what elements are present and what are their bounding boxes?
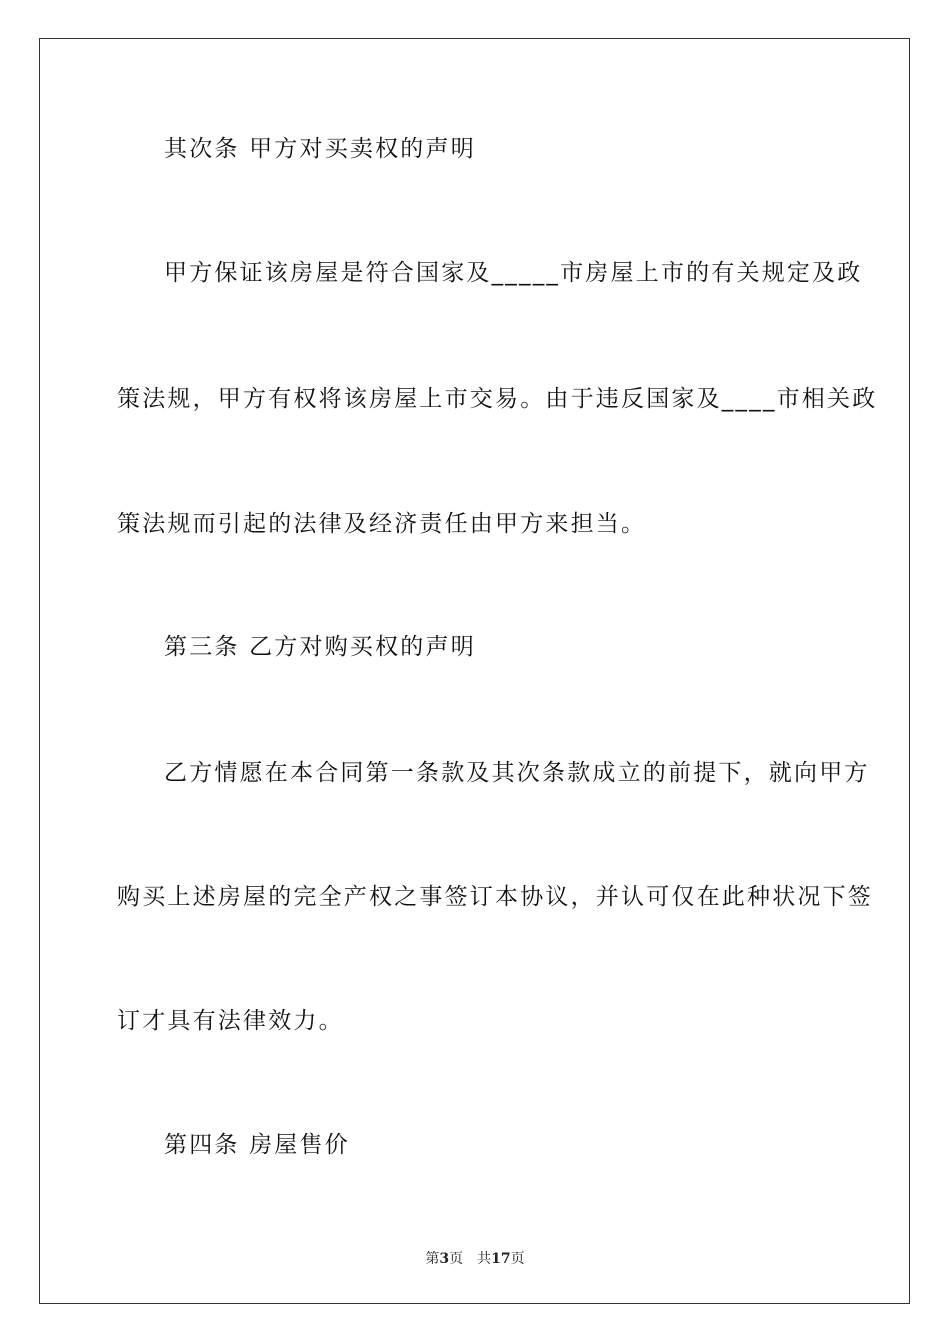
paragraph-line: 订才具有法律效力。 <box>117 1008 344 1034</box>
paragraph-line: 策法规，甲方有权将该房屋上市交易。由于违反国家及____市相关政 <box>117 386 878 412</box>
paragraph-line: 乙方情愿在本合同第一条款及其次条款成立的前提下，就向甲方 <box>164 760 870 786</box>
page-prefix: 第 <box>425 1251 440 1267</box>
section-heading-article-2: 其次条 甲方对买卖权的声明 <box>164 136 476 162</box>
page-suffix: 页 <box>449 1251 464 1267</box>
paragraph-line: 甲方保证该房屋是符合国家及_____市房屋上市的有关规定及政 <box>164 260 863 286</box>
section-heading-article-3: 第三条 乙方对购买权的声明 <box>164 634 476 660</box>
page-number: 3 <box>439 1251 450 1267</box>
total-pages: 17 <box>491 1251 511 1267</box>
section-heading-article-4: 第四条 房屋售价 <box>164 1132 350 1158</box>
total-prefix: 共 <box>477 1251 492 1267</box>
page-border <box>39 38 910 1304</box>
total-suffix: 页 <box>510 1251 525 1267</box>
paragraph-line: 策法规而引起的法律及经济责任由甲方来担当。 <box>117 511 647 537</box>
page-footer <box>0 1248 950 1268</box>
paragraph-line: 购买上述房屋的完全产权之事签订本协议，并认可仅在此种状况下签 <box>117 884 873 910</box>
